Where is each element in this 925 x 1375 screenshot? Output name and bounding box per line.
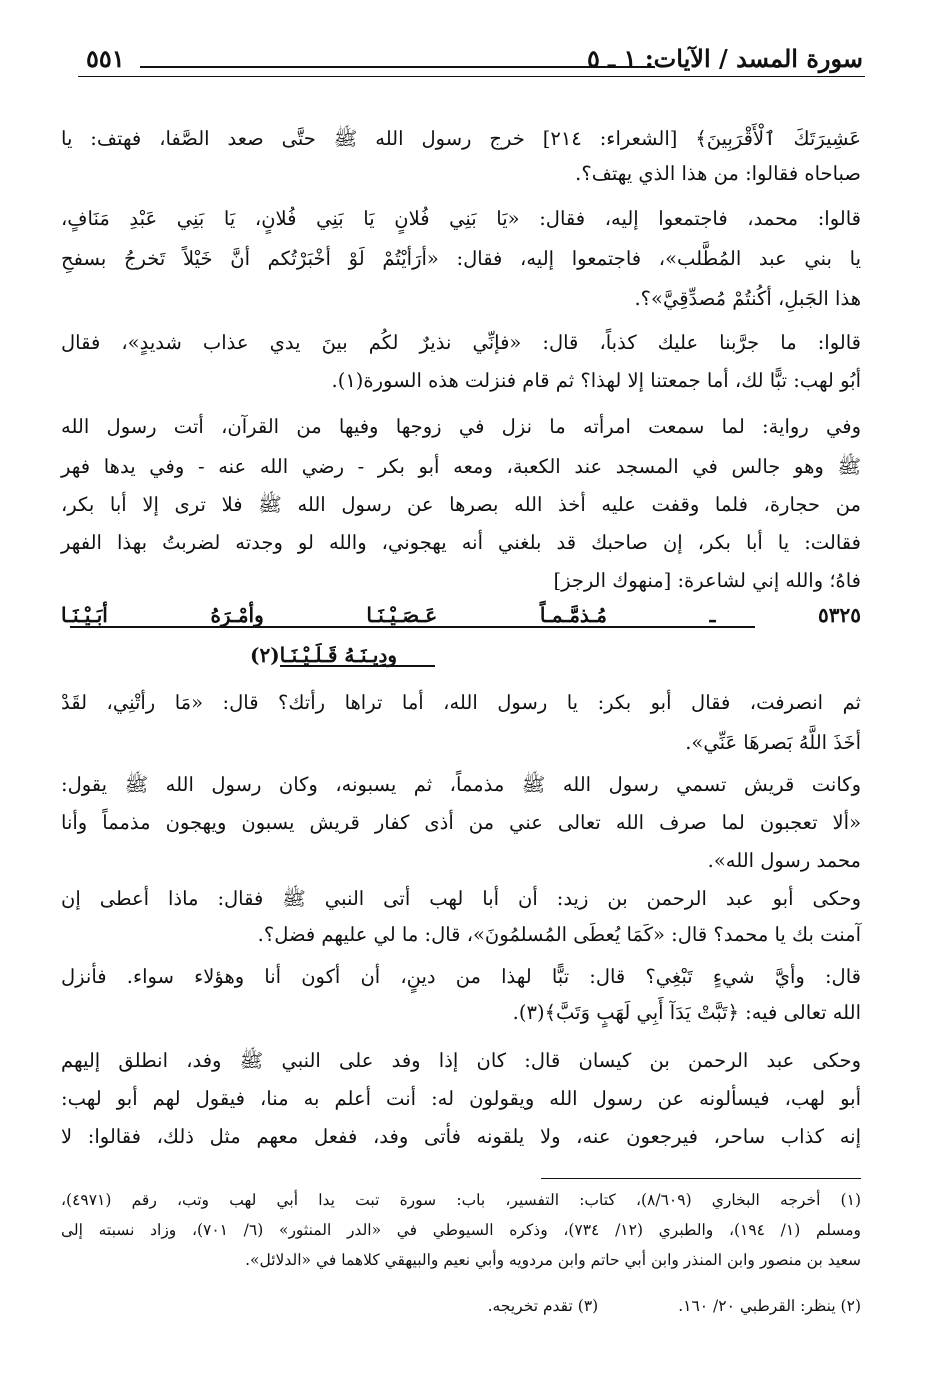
text-line: ﷺ وهو جالس في المسجد عند الكعبة، ومعه أبو بكر - رضي الله عنه - وفي يدها فهر <box>61 455 861 478</box>
text-line: من حجارة، فلما وقفت عليه أخذ الله بصرها عن رسول الله ﷺ فلا ترى إلا أبا بكر، <box>61 493 861 516</box>
text-line: أبُو لهب: تبًّا لك، أما جمعتنا إلا لهذا؟ ثم قام فنزلت هذه السورة(١). <box>331 369 861 392</box>
footnote-3: (٣) تقدم تخريجه. <box>487 1297 599 1315</box>
page-number: ٥٥١ <box>86 44 125 73</box>
text-line: وحكى عبد الرحمن بن كيسان قال: كان إذا وفد على النبي ﷺ وفد، انطلق إليهم <box>61 1049 861 1072</box>
poem-verse-second-hemistich: ودِيـنَـهُ قَـلَـيْـنَـا(٢) <box>250 643 398 667</box>
text-line: قالوا: ما جرَّبنا عليك كذباً، قال: «فإنِّي نذيرٌ لكُم بينَ يدي عذاب شديدٍ»، فقال <box>61 331 861 354</box>
header-connector-line <box>140 66 655 68</box>
footnote-separator <box>541 1178 861 1179</box>
running-header-title: سورة المسد / الآيات: ١ ـ ٥ <box>586 44 863 73</box>
text-line: إنه كذاب ساحر، فيرجعون عنه، ولا يلقونه فأتى وفد، ففعل معهم مثل ذلك، فقالوا: لا <box>61 1125 861 1148</box>
poem-verse-first-hemistich: ٥٣٢٥ ـ مُـذمَّـمـاً عَـصَـيْـنَـا وأمْـرَهُ أبَـيْـنَـا <box>61 603 861 627</box>
text-line: قال: وأيَّ شيءٍ تَبْغِي؟ قال: تبًّا لهذا من دينٍ، أن أكون أنا وهؤلاء سواء. فأنزل <box>61 965 861 988</box>
text-line: عَشِيرَتَكَ ٱلْأَقْرَبِينَ﴾ [الشعراء: ٢١٤] خرج رسول الله ﷺ حتَّى صعد الصَّفا، فهتف: يا <box>61 127 862 150</box>
text-line: الله تعالى فيه: ﴿تَبَّتْ يَدَآ أَبِي لَهَبٍ وَتَبَّ﴾(٣). <box>512 1001 861 1024</box>
footnote-line: سعيد بن منصور وابن المنذر وابن أبي حاتم وابن مردويه وأبي نعيم والبيهقي كلاهما في «الدلائل». <box>245 1251 861 1269</box>
text-line: يا بني عبد المُطَّلب»، فاجتمعوا إليه، فقال: «أرَأيْتُمْ لَوْ أخْبَرْتُكم أنَّ خَيْلاً تَخرجُ بسفحِ <box>61 247 861 270</box>
footnote-line: (١) أخرجه البخاري (٨/٦٠٩)، كتاب: التفسير، باب: سورة تبت يدا أبي لهب وتب، رقم (٤٩٧١)، <box>61 1191 861 1209</box>
poem-underline <box>70 626 755 628</box>
text-line: «ألا تعجبون لما صرف الله تعالى عني من أذى كفار قريش يسبون ويهجون مذمماً وأنا <box>61 811 861 834</box>
text-line: وفي رواية: لما سمعت امرأته ما نزل في زوجها وفيها من القرآن، أتت رسول الله <box>61 415 861 438</box>
text-line: أخَذَ اللَّهُ بَصرهَا عَنِّي». <box>685 731 861 754</box>
text-line: وحكى أبو عبد الرحمن بن زيد: أن أبا لهب أتى النبي ﷺ فقال: ماذا أعطى إن <box>61 887 861 910</box>
text-line: فاهُ؛ والله إني لشاعرة: [منهوك الرجز] <box>553 569 861 592</box>
footnote-line: ومسلم (١/ ١٩٤)، والطبري (١٢/ ٧٣٤)، وذكره السيوطي في «الدر المنثور» (٦/ ٧٠١)، وزاد نسبته إلى <box>61 1221 862 1239</box>
text-line: آمنت بك يا محمد؟ قال: «كَمَا يُعطَى المُسلمُونَ»، قال: ما لي عليهم فضل؟. <box>257 923 861 946</box>
header-rule <box>78 76 865 77</box>
footnote-line <box>408 1297 861 1315</box>
text-line: أبو لهب، فيسألونه عن رسول الله ويقولون له: أنت أعلم به منا، فيقول لهم أبو لهب: <box>61 1087 861 1110</box>
text-line: صباحاه فقالوا: من هذا الذي يهتف؟. <box>575 162 861 185</box>
text-line: ثم انصرفت، فقال أبو بكر: يا رسول الله، أما تراها رأتك؟ قال: «مَا رأتْنِي، لقَدْ <box>61 691 861 714</box>
text-line: فقالت: يا أبا بكر، إن صاحبك قد بلغني أنه يهجوني، والله لو وجدته لضربتُ بهذا الفهر <box>61 531 861 554</box>
text-line: وكانت قريش تسمي رسول الله ﷺ مذمماً، ثم يسبونه، وكان رسول الله ﷺ يقول: <box>61 773 861 796</box>
text-line: قالوا: محمد، فاجتمعوا إليه، فقال: «يَا بَنِي فُلانٍ يَا بَنِي فُلانٍ، يَا بَنِي عَبْدِ مَنَافٍ، <box>61 207 861 230</box>
footnote-2: (٢) ينظر: القرطبي ٢٠/ ١٦٠. <box>678 1297 861 1315</box>
text-line: هذا الجَبلِ، أكُنتُمْ مُصدِّقِيَّ»؟. <box>634 287 861 310</box>
poem-underline <box>280 665 435 667</box>
text-line: محمد رسول الله». <box>707 849 861 872</box>
